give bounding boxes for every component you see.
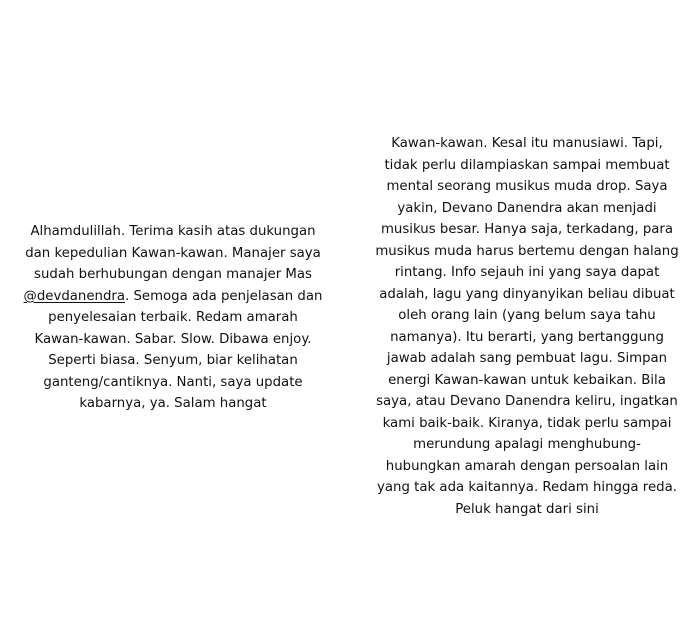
- story-line: musikus muda harus bertemu dengan halang: [375, 243, 679, 259]
- story-panel-right: [354, 0, 700, 623]
- story-line: energi Kawan-kawan untuk kebaikan. Bila: [388, 372, 666, 388]
- story-line: ganteng/cantiknya. Nanti, saya update: [43, 374, 303, 390]
- panel-divider: [346, 0, 354, 623]
- story-line: Peluk hangat dari sini: [455, 501, 599, 517]
- story-line: rintang. Info sejauh ini yang saya dapat: [394, 265, 660, 280]
- story-line: namanya). Itu berarti, yang bertanggung: [390, 329, 664, 345]
- story-line: Seperti biasa. Senyum, biar kelihatan: [48, 353, 298, 368]
- story-line: Alhamdulillah. Terima kasih atas dukungan: [30, 224, 316, 239]
- story-line: yakin, Devano Danendra akan menjadi: [397, 200, 657, 216]
- story-line: kabarnya, ya. Salam hangat: [79, 396, 267, 411]
- story-line: saya, atau Devano Danendra keliru, ingatkan: [376, 394, 678, 409]
- story-line: Kawan-kawan. Sabar. Slow. Dibawa enjoy.: [34, 331, 312, 347]
- story-line: musikus besar. Hanya saja, terkadang, para: [380, 222, 674, 237]
- story-line: mental seorang musikus muda drop. Saya: [386, 179, 668, 194]
- story-text-left: [0, 221, 346, 415]
- story-text-right: [354, 133, 700, 520]
- story-line: dan kepedulian Kawan-kawan. Manajer saya: [25, 245, 321, 261]
- story-line: adalah, lagu yang dinyanyikan beliau dibuat: [379, 286, 675, 302]
- story-panel-left: [0, 0, 346, 623]
- story-line: tidak perlu dilampiaskan sampai membuat: [384, 157, 670, 173]
- story-line: penyelesaian terbaik. Redam amarah: [48, 310, 298, 325]
- mention-link[interactable]: @devdanendra: [23, 288, 125, 304]
- story-line: kami baik-baik. Kiranya, tidak perlu sampai: [382, 415, 672, 431]
- story-line: yang tak ada kaitannya. Redam hingga reda.: [377, 480, 677, 495]
- story-line: jawab adalah sang pembuat lagu. Simpan: [386, 351, 668, 366]
- story-line: hubungkan amarah dengan persoalan lain: [385, 458, 669, 474]
- story-line: merundung apalagi menghubung-: [413, 437, 641, 452]
- story-line: . Semoga ada penjelasan dan: [125, 288, 323, 304]
- story-line: sudah berhubungan dengan manajer Mas: [34, 267, 312, 282]
- story-line: Kawan-kawan. Kesal itu manusiawi. Tapi,: [391, 136, 663, 151]
- story-line: oleh orang lain (yang belum saya tahu: [398, 308, 656, 323]
